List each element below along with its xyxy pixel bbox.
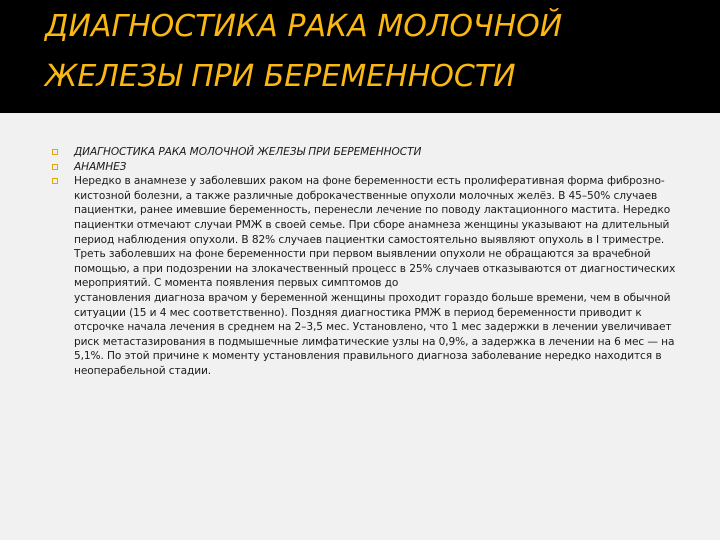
slide-content <box>52 145 680 379</box>
square-bullet-icon <box>52 178 58 184</box>
bullet-text: АНАМНЕЗ <box>74 160 127 173</box>
bullet-item-anamnesis <box>52 160 680 175</box>
slide-title <box>45 2 715 102</box>
slide-title-line-1: ДИАГНОСТИКА РАКА МОЛОЧНОЙ <box>45 9 563 44</box>
title-band <box>0 0 720 113</box>
body-paragraph-2: установления диагноза врачом у беременной женщины проходит гораздо больше времени, чем в обычной ситуации (15 и 4 мес соответственно). Поздняя диагностика РМЖ в период беременности приводит к отсрочке начала лечения в среднем на 2–3,5 мес. Установлено, что 1 мес задержки в лечении увеличивает риск метастазирования в подмышечные лимфатические узлы на 0,9%, а задержка в лечении на 6 мес — на 5,1%. По этой причине к моменту установления правильного диагноза заболевание нередко находится в неоперабельной стадии. <box>74 291 675 377</box>
bullet-item-heading <box>52 145 680 160</box>
bullet-text: ДИАГНОСТИКА РАКА МОЛОЧНОЙ ЖЕЛЕЗЫ ПРИ БЕРЕМЕННОСТИ <box>74 146 422 158</box>
slide-title-line-2: ЖЕЛЕЗЫ ПРИ БЕРЕМЕННОСТИ <box>45 59 516 94</box>
body-paragraph-1: Нередко в анамнезе у заболевших раком на фоне беременности есть пролиферативная форма фиброзно-кистозной болезни, а также различные доброкачественные опухоли молочных желёз. В 45–50% случаев пациентки, ранее имевшие беременность, перенесли лечение по поводу лактационного мастита. Нередко пациентки отмечают случаи РМЖ в своей семье. При сборе анамнеза женщины указывают на длительный период наблюдения опухоли. В 82% случаев пациентки самостоятельно выявляют опухоль в I триместре. Треть заболевших на фоне беременности при первом выявлении опухоли не обращаются за врачебной помощью, а при подозрении на злокачественный процесс в 25% случаев отказываются от диагностических мероприятий. С момента появления первых симптомов до <box>74 175 676 290</box>
square-bullet-icon <box>52 149 58 155</box>
square-bullet-icon <box>52 164 58 170</box>
bullet-item-body <box>52 174 680 378</box>
